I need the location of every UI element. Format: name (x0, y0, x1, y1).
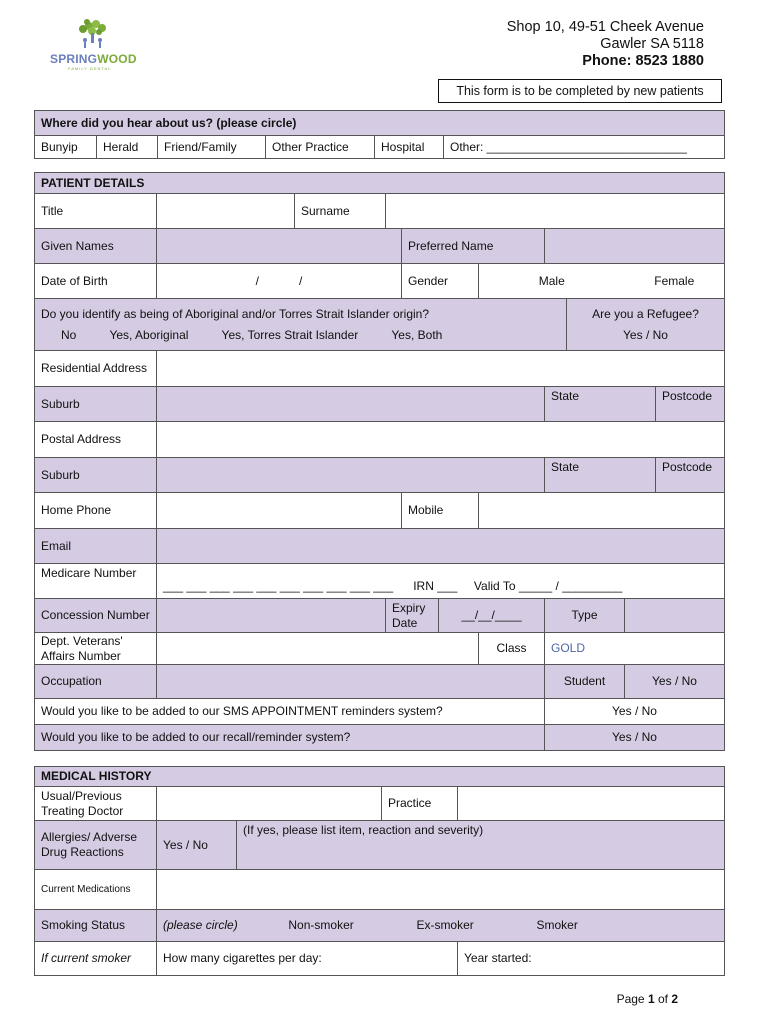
occupation-label: Occupation (35, 665, 157, 699)
address-line-1: Shop 10, 49-51 Cheek Avenue (506, 19, 704, 35)
please-circle-hint: (please circle) (163, 918, 238, 932)
dva-field[interactable] (157, 633, 479, 665)
occupation-field[interactable] (157, 665, 545, 699)
dob-label: Date of Birth (35, 264, 157, 299)
medical-history-heading: MEDICAL HISTORY (35, 767, 725, 787)
expiry-label: Expiry Date (386, 599, 439, 633)
logo-subtitle: FAMILY DENTAL (68, 66, 112, 71)
refugee-options[interactable]: Yes / No (623, 327, 668, 342)
concession-label: Concession Number (35, 599, 157, 633)
practice-field[interactable] (458, 787, 725, 821)
referral-question: Where did you hear about us? (please circle) (35, 111, 725, 136)
surname-label: Surname (295, 194, 386, 229)
aboriginal-question-cell (35, 299, 567, 351)
postcode-label[interactable]: Postcode (656, 387, 725, 422)
residential-address-label: Residential Address (35, 351, 157, 387)
mobile-label: Mobile (402, 493, 479, 529)
smoking-option-smoker[interactable]: Smoker (536, 918, 578, 932)
title-label: Title (35, 194, 157, 229)
medical-history-table (34, 766, 725, 976)
given-names-label: Given Names (35, 229, 157, 264)
doctor-label: Usual/Previous Treating Doctor (35, 787, 157, 821)
sms-reminder-question: Would you like to be added to our SMS APPOINTMENT reminders system? (35, 699, 545, 725)
type-field[interactable] (625, 599, 725, 633)
smoking-label: Smoking Status (35, 910, 157, 942)
practice-label: Practice (382, 787, 458, 821)
postal-state-label[interactable]: State (545, 458, 656, 493)
gender-male-option[interactable]: Male (479, 264, 625, 299)
practice-logo (44, 18, 144, 70)
gender-female-option[interactable]: Female (625, 264, 725, 299)
address-line-2: Gawler SA 5118 (600, 36, 704, 52)
refugee-cell (567, 299, 725, 351)
logo-wordmark: SPRINGWOOD (50, 52, 137, 66)
refugee-question: Are you a Refugee? (592, 306, 699, 321)
aboriginal-options[interactable]: No Yes, Aboriginal Yes, Torres Strait Islander Yes, Both (61, 327, 443, 342)
recall-reminder-options[interactable]: Yes / No (545, 725, 725, 751)
smoking-option-ex-smoker[interactable]: Ex-smoker (416, 918, 474, 932)
smoking-option-non-smoker[interactable]: Non-smoker (288, 918, 354, 932)
postal-suburb-label: Suburb (35, 458, 157, 493)
aboriginal-question: Do you identify as being of Aboriginal and/or Torres Strait Islander origin? (41, 306, 430, 321)
postal-address-field[interactable] (157, 422, 725, 458)
medicare-field[interactable]: ___ ___ ___ ___ ___ ___ ___ ___ ___ ___ IRN ___ Valid To _____ / _________ (157, 564, 725, 599)
referral-option-other[interactable]: Other: ______________________________ (444, 136, 725, 159)
postal-suburb-field[interactable] (157, 458, 545, 493)
dob-field[interactable]: / / (157, 264, 402, 299)
postal-address-label: Postal Address (35, 422, 157, 458)
referral-option-other-practice[interactable]: Other Practice (266, 136, 375, 159)
email-label: Email (35, 529, 157, 564)
cigarettes-per-day-field[interactable]: How many cigarettes per day: (157, 942, 458, 976)
allergies-label: Allergies/ Adverse Drug Reactions (35, 821, 157, 870)
suburb-label: Suburb (35, 387, 157, 422)
year-started-field[interactable]: Year started: (458, 942, 725, 976)
doctor-field[interactable] (157, 787, 382, 821)
medications-field[interactable] (157, 870, 725, 910)
state-label[interactable]: State (545, 387, 656, 422)
type-label: Type (545, 599, 625, 633)
referral-option-herald[interactable]: Herald (97, 136, 158, 159)
dva-class-gold[interactable]: GOLD (545, 633, 725, 665)
preferred-name-label: Preferred Name (402, 229, 545, 264)
page-number: Page 1 of 2 (616, 992, 678, 1006)
student-options[interactable]: Yes / No (625, 665, 725, 699)
student-label: Student (545, 665, 625, 699)
new-patient-notice: This form is to be completed by new patients (438, 79, 722, 103)
concession-field[interactable] (157, 599, 386, 633)
allergies-options[interactable]: Yes / No (157, 821, 237, 870)
surname-field[interactable] (386, 194, 725, 229)
residential-address-field[interactable] (157, 351, 725, 387)
dva-label: Dept. Veterans' Affairs Number (35, 633, 157, 665)
current-smoker-label: If current smoker (35, 942, 157, 976)
practice-phone: Phone: 8523 1880 (582, 53, 704, 69)
referral-option-hospital[interactable]: Hospital (375, 136, 444, 159)
allergies-note[interactable]: (If yes, please list item, reaction and severity) (237, 821, 725, 870)
medicare-label: Medicare Number (35, 564, 157, 599)
practice-address (507, 19, 704, 70)
email-field[interactable] (157, 529, 725, 564)
recall-reminder-question: Would you like to be added to our recall/reminder system? (35, 725, 545, 751)
postal-postcode-label[interactable]: Postcode (656, 458, 725, 493)
expiry-field[interactable]: __/__/____ (439, 599, 545, 633)
patient-details-heading: PATIENT DETAILS (35, 173, 725, 194)
title-field[interactable] (157, 194, 295, 229)
referral-option-friend-family[interactable]: Friend/Family (158, 136, 266, 159)
suburb-field[interactable] (157, 387, 545, 422)
patient-details-table (34, 172, 725, 751)
tree-logo-icon (44, 18, 144, 54)
referral-source-table (34, 110, 725, 159)
smoking-options-cell (157, 910, 725, 942)
class-label: Class (479, 633, 545, 665)
mobile-field[interactable] (479, 493, 725, 529)
home-phone-label: Home Phone (35, 493, 157, 529)
referral-option-bunyip[interactable]: Bunyip (35, 136, 97, 159)
medications-label: Current Medications (35, 870, 157, 910)
sms-reminder-options[interactable]: Yes / No (545, 699, 725, 725)
gender-label: Gender (402, 264, 479, 299)
preferred-name-field[interactable] (545, 229, 725, 264)
given-names-field[interactable] (157, 229, 402, 264)
home-phone-field[interactable] (157, 493, 402, 529)
